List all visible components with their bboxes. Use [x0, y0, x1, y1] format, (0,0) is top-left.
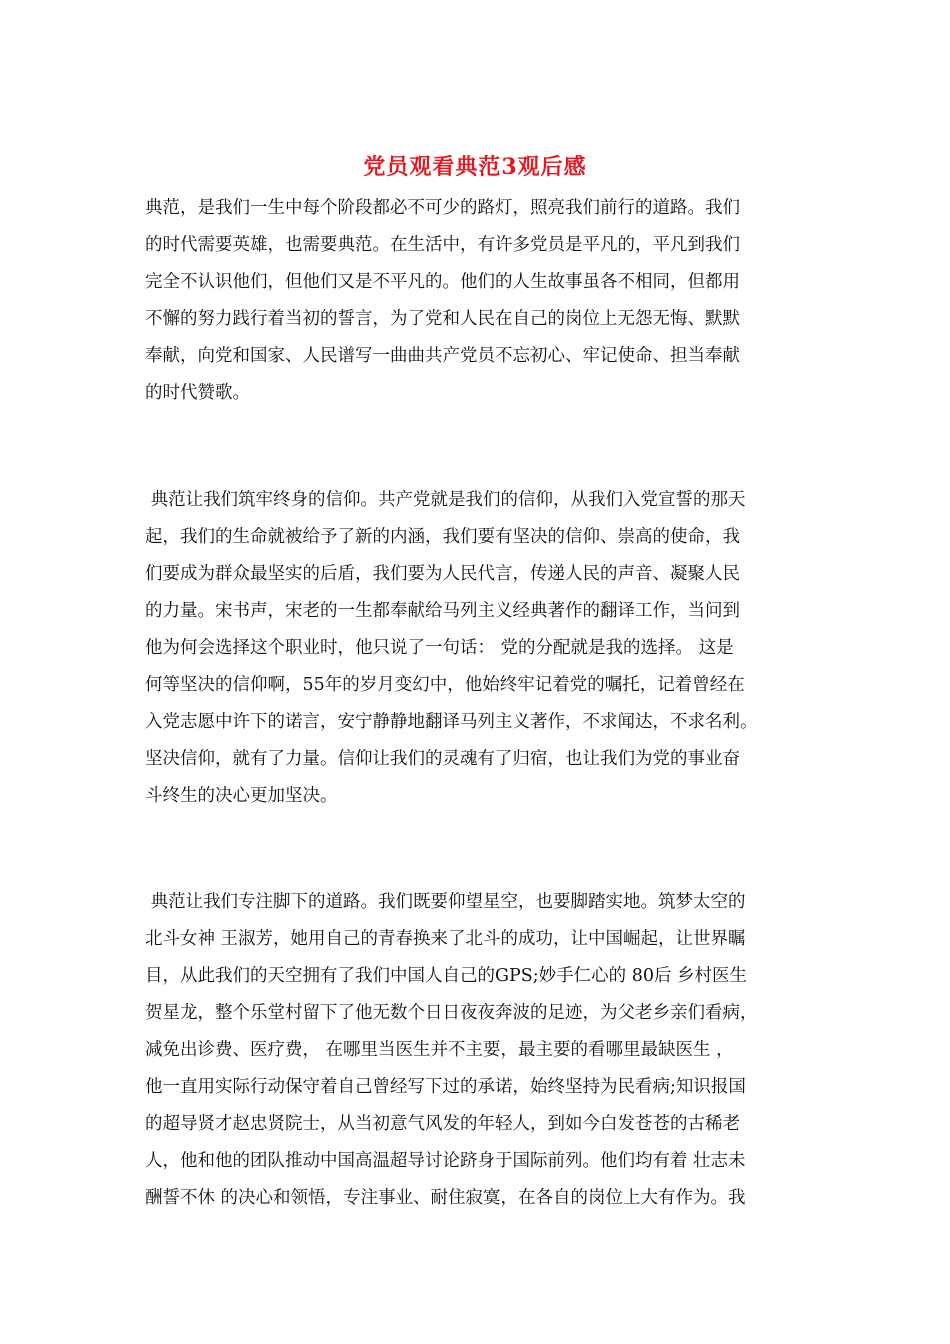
paragraph-1-line: 的时代需要英雄，也需要典范。在生活中，有许多党员是平凡的，平凡到我们 — [145, 235, 740, 255]
paragraph-3-line: 贺星龙，整个乐堂村留下了他无数个日日夜夜奔波的足迹，为父老乡亲们看病， — [145, 1003, 758, 1023]
paragraph-2-line: 斗终生的决心更加坚决。 — [145, 786, 338, 806]
paragraph-3-line: 他一直用实际行动保守着自己曾经写下过的承诺，始终坚持为民看病;知识报国 — [145, 1077, 746, 1097]
paragraph-3-line: 减免出诊费、医疗费， 在哪里当医生并不主要，最主要的看哪里最缺医生 ， — [145, 1040, 734, 1060]
paragraph-1-line: 不懈的努力践行着当初的誓言，为了党和人民在自己的岗位上无怨无悔、默默 — [145, 309, 740, 329]
paragraph-2-line: 入党志愿中许下的诺言，安宁静静地翻译马列主义著作，不求闻达，不求名利。 — [145, 712, 758, 732]
paragraph-3-line: 北斗女神 王淑芳，她用自己的青春换来了北斗的成功，让中国崛起，让世界瞩 — [145, 929, 746, 949]
paragraph-3-line: 的超导贤才赵忠贤院士，从当初意气风发的年轻人，到如今白发苍苍的古稀老 — [145, 1114, 740, 1134]
paragraph-1-line: 的时代赞歌。 — [145, 383, 250, 403]
paragraph-1-line: 完全不认识他们，但他们又是不平凡的。他们的人生故事虽各不相同，但都用 — [145, 272, 740, 292]
paragraph-3-line: 典范让我们专注脚下的道路。我们既要仰望星空，也要脚踏实地。筑梦太空的 — [145, 892, 746, 912]
paragraph-2-line: 坚决信仰，就有了力量。信仰让我们的灵魂有了归宿，也让我们为党的事业奋 — [145, 749, 740, 769]
paragraph-3-line: 酬誓不休 的决心和领悟，专注事业、耐住寂寞，在各自的岗位上大有作为。我 — [145, 1188, 746, 1208]
paragraph-3-line: 人，他和他的团队推动中国高温超导讨论跻身于国际前列。他们均有着 壮志未 — [145, 1151, 746, 1171]
paragraph-3-line: 目，从此我们的天空拥有了我们中国人自己的GPS;妙手仁心的 80后 乡村医生 — [145, 966, 748, 986]
paragraph-2-line: 起，我们的生命就被给予了新的内涵，我们要有坚决的信仰、崇高的使命，我 — [145, 527, 740, 547]
paragraph-2-line: 典范让我们筑牢终身的信仰。共产党就是我们的信仰，从我们入党宣誓的那天 — [145, 490, 746, 510]
paragraph-2-line: 他为何会选择这个职业时，他只说了一句话： 党的分配就是我的选择。 这是 — [145, 638, 734, 658]
paragraph-1-line: 典范，是我们一生中每个阶段都必不可少的路灯，照亮我们前行的道路。我们 — [145, 198, 740, 218]
document-title: 党员观看典范3观后感 — [363, 154, 587, 180]
paragraph-2-line: 们要成为群众最坚实的后盾，我们要为人民代言，传递人民的声音、凝聚人民 — [145, 564, 740, 584]
paragraph-1-line: 奉献，向党和国家、人民谱写一曲曲共产党员不忘初心、牢记使命、担当奉献 — [145, 346, 740, 366]
paragraph-2-line: 何等坚决的信仰啊，55年的岁月变幻中，他始终牢记着党的嘱托，记着曾经在 — [145, 675, 745, 695]
paragraph-2-line: 的力量。宋书声，宋老的一生都奉献给马列主义经典著作的翻译工作，当问到 — [145, 601, 740, 621]
